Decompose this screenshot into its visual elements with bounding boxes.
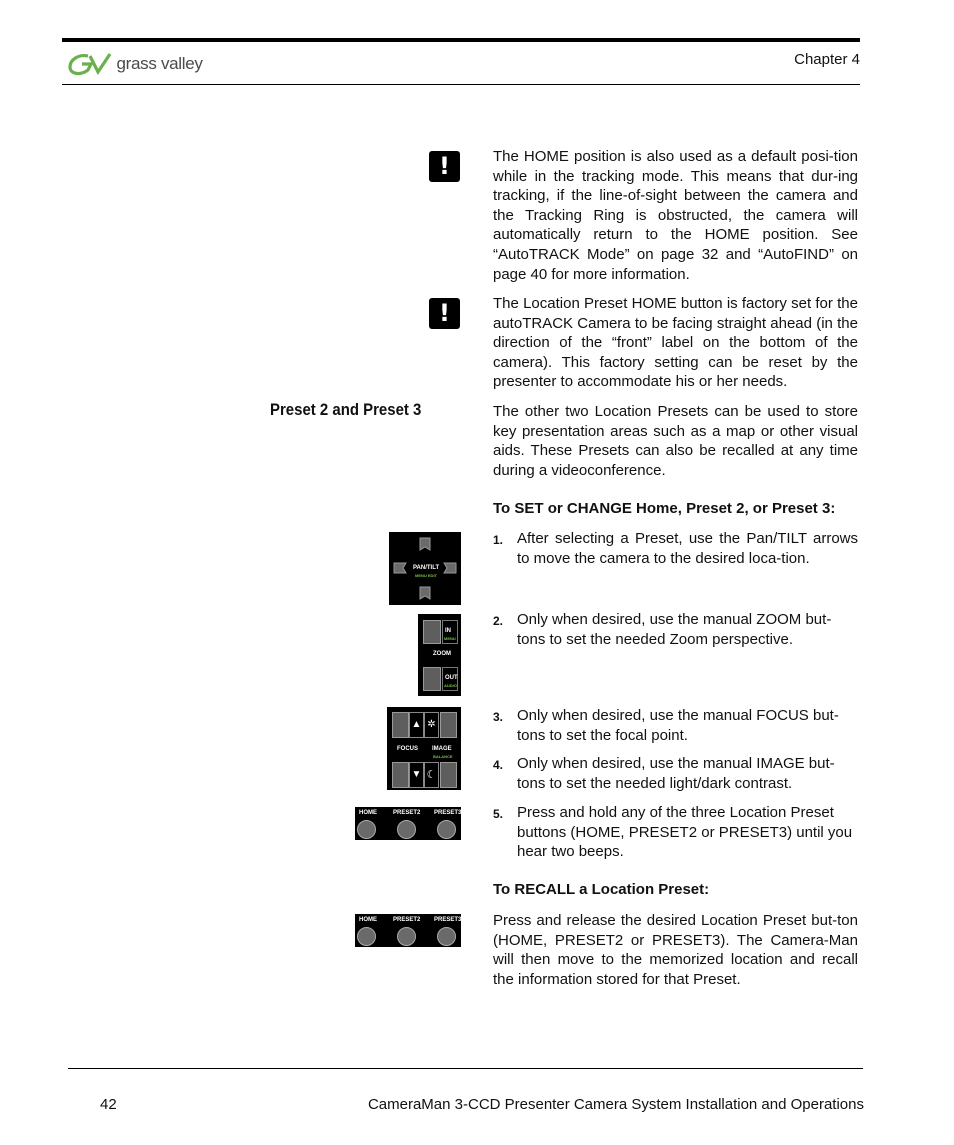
- zoom-panel-image: [418, 614, 461, 696]
- focus-image-panel-image: [387, 707, 461, 790]
- caution-icon: !: [429, 298, 460, 329]
- zoom-out-button-graphic: [423, 667, 441, 691]
- preset3-label: PRESET3: [434, 810, 462, 816]
- preset2-label: PRESET2: [393, 917, 421, 923]
- zoom-out-label: OUT: [445, 675, 458, 681]
- brightness-icon: ✲: [424, 712, 439, 738]
- focus-label: FOCUS: [397, 746, 418, 752]
- preset3-button-graphic: [437, 927, 456, 946]
- header-rule: [62, 38, 860, 42]
- page-number: 42: [100, 1096, 117, 1113]
- note-home-tracking: The HOME position is also used as a default posi-tion while in the tracking mode. This means that dur-ing tracking, if the line-of-sight between the camera and the Tracking Ring is obstructed, the camera will automatically return to the HOME position. See “AutoTRACK Mode” on page 32 and “AutoFIND” on page 40 for more information.: [493, 148, 858, 283]
- step-number: 5.: [493, 807, 504, 821]
- header-underline: [62, 84, 860, 85]
- footer-title: CameraMan 3-CCD Presenter Camera System Installation and Operations: [367, 1096, 864, 1113]
- zoom-in-sublabel: MENU: [444, 636, 456, 641]
- focus-down-icon: ▼: [409, 762, 424, 788]
- moon-icon: ☾: [424, 762, 439, 788]
- zoom-out-sublabel: AUDIO: [444, 683, 457, 688]
- recall-text: Press and release the desired Location Preset but-ton (HOME, PRESET2 or PRESET3). The Camera-Man will then move to the memorized location and recall the information stored for that Preset.: [493, 912, 858, 988]
- pantilt-panel-image: [389, 532, 461, 605]
- preset-home-button-graphic: [357, 820, 376, 839]
- pantilt-label: PAN/TILT: [413, 565, 440, 571]
- preset2-label: PRESET2: [393, 810, 421, 816]
- section-heading: Preset 2 and Preset 3: [270, 400, 422, 419]
- zoom-in-label: IN: [445, 628, 451, 634]
- step-text: After selecting a Preset, use the Pan/TILT arrows to move the camera to the desired loca-tion.: [517, 530, 858, 567]
- pantilt-sublabel: MENU EDIT: [415, 573, 437, 578]
- note-factory-home: The Location Preset HOME button is factory set for the autoTRACK Camera to be facing straight ahead (in the direction of the “front” label on the bottom of the camera). This factory setting can be reset by the presenter to accommodate his or her needs.: [493, 295, 858, 391]
- chapter-label: Chapter 4: [794, 51, 860, 68]
- image-sublabel: BALANCE: [433, 754, 453, 759]
- step-text: Press and hold any of the three Location Preset buttons (HOME, PRESET2 or PRESET3) until you hear two beeps.: [517, 804, 853, 861]
- preset3-button-graphic: [437, 820, 456, 839]
- gv-logo-icon: [68, 52, 112, 78]
- step-text: Only when desired, use the manual IMAGE but-tons to set the needed light/dark contrast.: [517, 755, 835, 792]
- caution-icon: !: [429, 151, 460, 182]
- grass-valley-logo: [68, 52, 203, 78]
- step-text: Only when desired, use the manual ZOOM but-tons to set the needed Zoom perspective.: [517, 611, 832, 648]
- preset2-button-graphic: [397, 820, 416, 839]
- preset-home-label: HOME: [359, 917, 377, 923]
- logo-text: grass valley: [116, 54, 203, 74]
- step-text: Only when desired, use the manual FOCUS but-tons to set the focal point.: [517, 707, 839, 744]
- step-number: 4.: [493, 758, 504, 772]
- preset3-label: PRESET3: [434, 917, 462, 923]
- step-number: 1.: [493, 533, 504, 547]
- procedure-recall-title: To RECALL a Location Preset:: [493, 881, 710, 898]
- zoom-label: ZOOM: [433, 651, 451, 657]
- footer-rule: [68, 1068, 863, 1069]
- step-number: 2.: [493, 614, 504, 628]
- focus-up-icon: ▲: [409, 712, 424, 738]
- preset-home-label: HOME: [359, 810, 377, 816]
- preset-buttons-image: [355, 807, 461, 840]
- step-number: 3.: [493, 710, 504, 724]
- preset-home-button-graphic: [357, 927, 376, 946]
- section-intro: The other two Location Presets can be used to store key presentation areas such as a map or other visual aids. These Presets can also be recalled at any time during a videoconference.: [493, 403, 858, 479]
- image-label: IMAGE: [432, 746, 452, 752]
- procedure-set-title: To SET or CHANGE Home, Preset 2, or Preset 3:: [493, 500, 836, 517]
- preset2-button-graphic: [397, 927, 416, 946]
- preset-buttons-image: [355, 914, 461, 947]
- zoom-in-button-graphic: [423, 620, 441, 644]
